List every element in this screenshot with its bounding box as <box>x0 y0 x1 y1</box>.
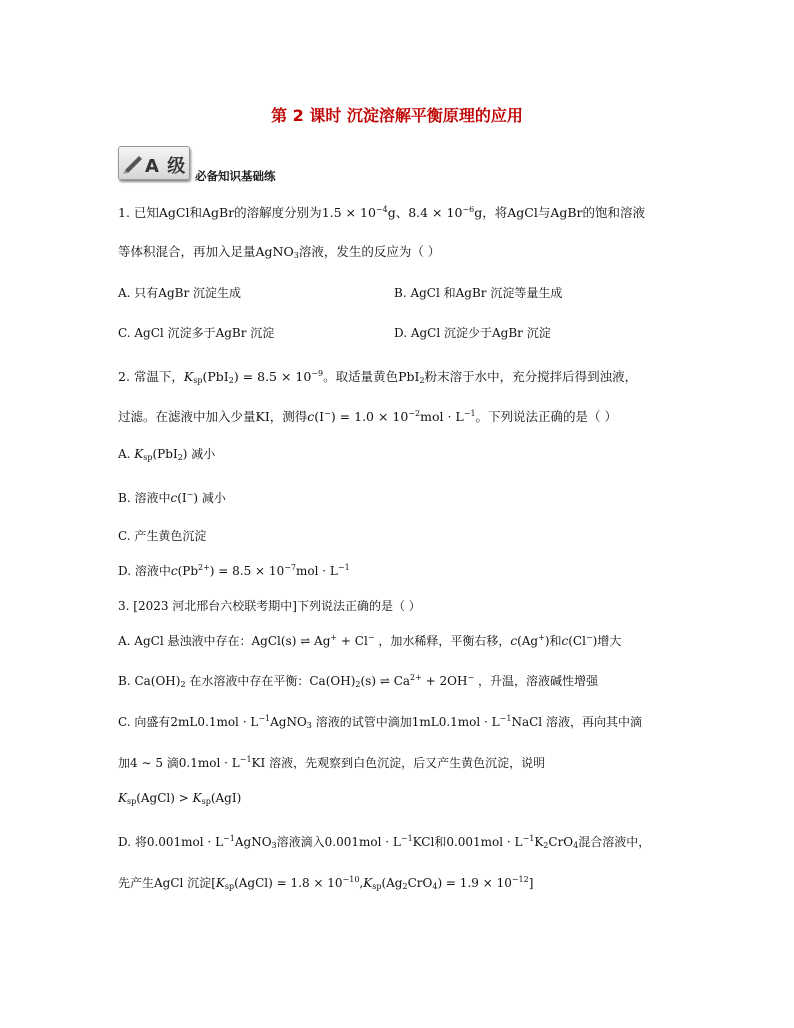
page-title: 第 2 课时 沉淀溶解平衡原理的应用 <box>271 106 523 125</box>
badge-frame <box>118 146 190 180</box>
q1-stem-line2: 等体积混合，再加入足量AgNO$_3$溶液，发生的反应为（ ） <box>118 244 441 260</box>
q3-option-d-line1: D. 将$0.001mol \cdot L^{-1}AgNO_3$溶液滴入$0.001mol \cdot L^{-1}KCl$和$0.001mol \cdot L^{-1}K_2CrO_4$混合溶液中， <box>118 834 651 850</box>
q1-option-d: D. AgCl 沉淀少于AgBr 沉淀 <box>394 326 551 340</box>
pencil-icon <box>121 150 147 176</box>
q3-option-a: A. AgCl 悬浊液中存在：AgCl(s) ⇌ Ag+ + Cl− ，加水稀释，平衡右移，c(Ag+)和c(Cl−)增大 <box>118 633 622 648</box>
q2-stem-line2: 过滤。在滤液中加入少量KI，测得$c(I^-) = 1.0 \times 10^{-2}mol \cdot L^{-1}$。下列说法正确的是（ ） <box>118 409 618 424</box>
q3-option-c-line2: 加4 ∼ 5 滴$0.1mol \cdot L^{-1}KI$ 溶液，先观察到白色沉淀，后又产生黄色沉淀，说明 <box>118 755 546 770</box>
q3-stem: 3. [2023 河北邢台六校联考期中]下列说法正确的是（ ） <box>118 599 421 613</box>
q1-option-b: B. AgCl 和AgBr 沉淀等量生成 <box>394 286 563 300</box>
q1-stem-b: ，将AgCl与AgBr的饱和溶液 <box>482 205 646 220</box>
q3-option-b: B. $Ca(OH)_2$ 在水溶液中存在平衡：$Ca(OH)_2(s)$ ⇌ $Ca^{2+} + 2OH^-$ ，升温，溶液碱性增强 <box>118 673 598 689</box>
q3-option-d-line2: 先产生AgCl 沉淀$[K_{sp}(AgCl) = 1.8 \times 10^{-10},K_{sp}(Ag_2CrO_4) = 1.9 \times 10^{-12}]$ <box>118 875 534 891</box>
section-heading: 必备知识基础练 <box>195 169 276 183</box>
q3-option-c-line1: C. 向盛有$2mL0.1mol \cdot L^{-1}AgNO_3$ 溶液的试管中滴加$1mL0.1mol \cdot L^{-1}NaCl$ 溶液，再向其中滴 <box>118 714 642 730</box>
q1-option-c: C. AgCl 沉淀多于AgBr 沉淀 <box>118 326 275 340</box>
q2-option-c: C. 产生黄色沉淀 <box>118 529 207 543</box>
level-badge <box>118 146 190 180</box>
q1-stem-a: 1. 已知AgCl和AgBr的溶解度分别为 <box>118 205 322 220</box>
q2-stem-line1: 2. 常温下，$K_{sp}(PbI_2) = 8.5 \times 10^{-9}$。取适量黄色PbI$_2$粉末溶于水中，充分搅拌后得到浊液， <box>118 369 638 385</box>
q3-option-c-line3: $K_{sp}(AgCl) > K_{sp}(AgI)$ <box>118 791 242 806</box>
q2-option-a: A. $K_{sp}(PbI_2)$ 减小 <box>118 447 216 462</box>
badge-label: A 级 <box>145 156 187 177</box>
q2-option-b: B. 溶液中c(I−) 减小 <box>118 490 226 505</box>
q2-option-d: D. 溶液中$c(Pb^{2+}) = 8.5 \times 10^{-7}mol \cdot L^{-1}$ <box>118 563 350 578</box>
q1-option-a: A. 只有AgBr 沉淀生成 <box>118 286 242 300</box>
q1-stem-line1: 1. 已知AgCl和AgBr的溶解度分别为$1.5 \times 10^{-4}g$、$8.4 \times 10^{-6}g$，将AgCl与AgBr的饱和溶液 <box>118 205 646 220</box>
